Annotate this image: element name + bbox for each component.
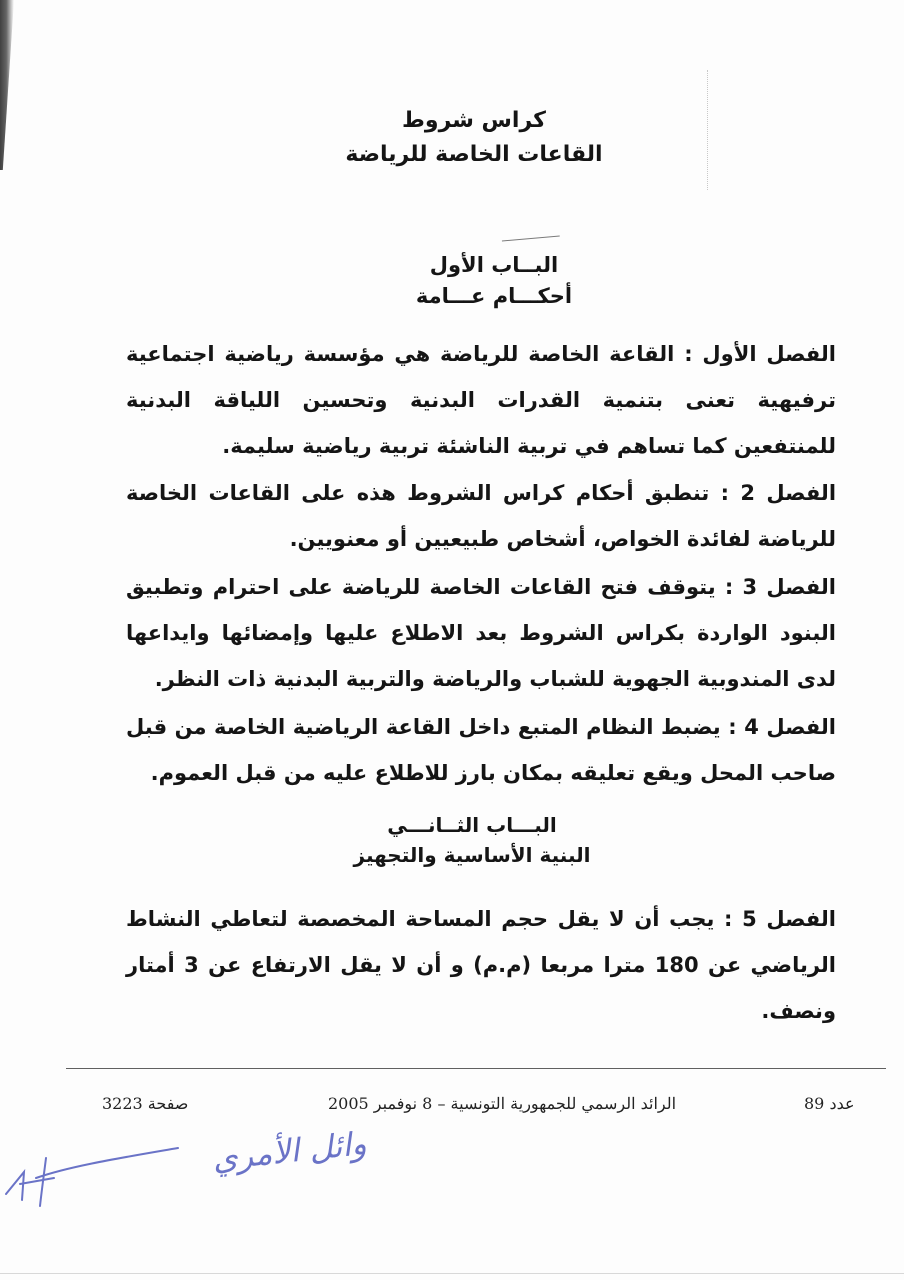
chapter-1-name: البــاب الأول: [429, 253, 559, 277]
signature-scribble: [0, 1130, 200, 1210]
title-line-1: كراس شروط: [402, 108, 546, 133]
footer-journal-title: الرائد الرسمي للجمهورية التونسية – 8 نوفمبر 2005: [328, 1094, 677, 1113]
chapter-2-heading: [20, 810, 904, 870]
pen-stroke-mark: [502, 235, 560, 245]
article-heading: الفصل 4 :: [728, 715, 836, 739]
footer-divider: [66, 1068, 886, 1069]
article-text: يتوقف فتح القاعات الخاصة للرياضة على احترام وتطبيق البنود الواردة بكراس الشروط بعد الاطلاع عليها وإمضائها وايداعها لدى المندوبية الجهوية للشباب والرياضة والتربية البدنية ذات النظر.: [126, 575, 836, 691]
article-4: [126, 704, 836, 796]
article-5: [126, 896, 836, 1034]
article-text: يضبط النظام المتبع داخل القاعة الرياضية الخاصة من قبل صاحب المحل ويقع تعليقه بمكان بارز للاطلاع عليه من قبل العموم.: [126, 715, 836, 785]
title-line-2: القاعات الخاصة للرياضة: [345, 142, 603, 167]
page-footer: [0, 1094, 904, 1122]
article-text: القاعة الخاصة للرياضة هي مؤسسة رياضية اجتماعية ترفيهية تعنى بتنمية القدرات البدنية وتحسين اللياقة البدنية للمنتفعين كما تساهم في تربية الناشئة تربية رياضية سليمة.: [126, 342, 836, 458]
footer-page-number: صفحة 3223: [102, 1094, 189, 1113]
scan-bottom-edge: [0, 1273, 904, 1274]
chapter-1-heading: [42, 250, 904, 312]
article-text: يجب أن لا يقل حجم المساحة المخصصة لتعاطي النشاط الرياضي عن 180 مترا مربعا (م.م) و أن لا يقل الارتفاع عن 3 أمتار ونصف.: [126, 907, 837, 1023]
footer-issue-number: عدد 89: [804, 1094, 855, 1113]
article-heading: الفصل 5 :: [724, 907, 837, 931]
article-1: [126, 331, 836, 469]
scan-shadow-corner: [0, 0, 14, 170]
chapter-2-name: البـــاب الثــانـــي: [387, 813, 557, 837]
document-title: [22, 104, 904, 172]
article-heading: الفصل الأول :: [684, 342, 837, 366]
chapter-1-subtitle: أحكـــام عـــامة: [415, 284, 573, 308]
article-heading: الفصل 3 :: [724, 575, 836, 599]
chapter-2-subtitle: البنية الأساسية والتجهيز: [353, 843, 591, 867]
handwritten-note: وائل الأمري: [210, 1124, 369, 1178]
article-2: [126, 470, 836, 562]
article-text: تنطبق أحكام كراس الشروط هذه على القاعات الخاصة للرياضة لفائدة الخواص، أشخاص طبيعيين أو معنويين.: [126, 481, 836, 551]
article-3: [126, 564, 836, 702]
article-heading: الفصل 2 :: [720, 481, 837, 505]
